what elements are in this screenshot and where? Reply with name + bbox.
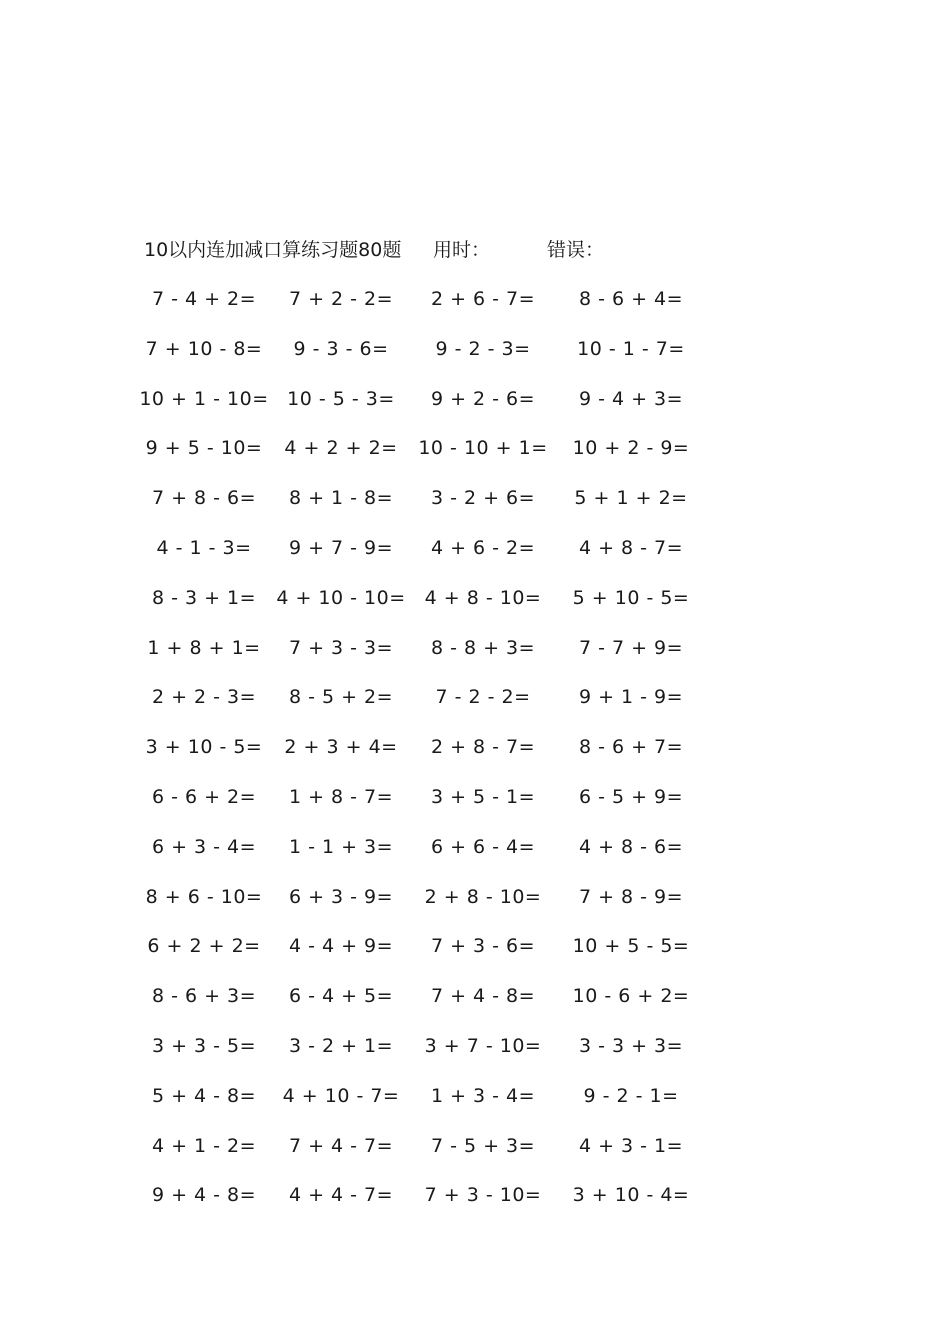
arithmetic-problem: 6 - 4 + 5= xyxy=(288,985,394,1008)
problem-row xyxy=(0,336,950,386)
problem-row xyxy=(0,1133,950,1183)
problem-row xyxy=(0,983,950,1033)
problem-row xyxy=(0,684,950,734)
problem-row xyxy=(0,784,950,834)
problem-row xyxy=(0,435,950,485)
arithmetic-problem: 10 - 6 + 2= xyxy=(572,985,690,1008)
arithmetic-problem: 7 - 2 - 2= xyxy=(435,686,531,709)
arithmetic-problem: 4 + 8 - 10= xyxy=(424,586,542,609)
arithmetic-problem: 8 - 6 + 3= xyxy=(151,985,257,1008)
problem-row xyxy=(0,1083,950,1133)
arithmetic-problem: 2 + 8 - 7= xyxy=(430,736,536,759)
arithmetic-problem: 2 + 3 + 4= xyxy=(284,736,398,759)
arithmetic-problem: 4 + 6 - 2= xyxy=(430,536,536,559)
problem-grid xyxy=(0,286,950,1232)
arithmetic-problem: 9 - 2 - 3= xyxy=(435,337,531,360)
arithmetic-problem: 1 + 8 - 7= xyxy=(288,785,394,808)
arithmetic-problem: 5 + 4 - 8= xyxy=(151,1084,257,1107)
arithmetic-problem: 3 + 3 - 5= xyxy=(151,1034,257,1057)
arithmetic-problem: 9 - 3 - 6= xyxy=(293,337,389,360)
arithmetic-problem: 7 + 4 - 7= xyxy=(288,1134,394,1157)
arithmetic-problem: 4 + 10 - 7= xyxy=(282,1084,400,1107)
arithmetic-problem: 3 + 7 - 10= xyxy=(424,1034,542,1057)
arithmetic-problem: 7 + 4 - 8= xyxy=(430,985,536,1008)
arithmetic-problem: 4 + 10 - 10= xyxy=(276,586,406,609)
time-used-label: 用时： xyxy=(433,239,491,261)
arithmetic-problem: 7 + 10 - 8= xyxy=(145,337,263,360)
arithmetic-problem: 9 + 5 - 10= xyxy=(145,437,263,460)
worksheet-header xyxy=(0,236,950,264)
arithmetic-problem: 6 - 6 + 2= xyxy=(151,785,257,808)
arithmetic-problem: 3 + 10 - 4= xyxy=(572,1184,690,1207)
arithmetic-problem: 3 - 3 + 3= xyxy=(578,1034,684,1057)
arithmetic-problem: 4 + 2 + 2= xyxy=(284,437,398,460)
arithmetic-problem: 4 - 1 - 3= xyxy=(156,536,252,559)
arithmetic-problem: 5 + 1 + 2= xyxy=(574,487,688,510)
arithmetic-problem: 3 - 2 + 6= xyxy=(430,487,536,510)
problem-row xyxy=(0,386,950,436)
problem-row xyxy=(0,1182,950,1232)
arithmetic-problem: 8 + 6 - 10= xyxy=(145,885,263,908)
arithmetic-problem: 9 + 1 - 9= xyxy=(578,686,684,709)
arithmetic-problem: 4 + 8 - 7= xyxy=(578,536,684,559)
arithmetic-problem: 7 + 3 - 6= xyxy=(430,935,536,958)
arithmetic-problem: 4 + 1 - 2= xyxy=(151,1134,257,1157)
arithmetic-problem: 7 + 8 - 9= xyxy=(578,885,684,908)
arithmetic-problem: 8 - 6 + 4= xyxy=(578,288,684,310)
problem-row xyxy=(0,1033,950,1083)
problem-row xyxy=(0,884,950,934)
arithmetic-problem: 7 + 8 - 6= xyxy=(151,487,257,510)
problem-row xyxy=(0,734,950,784)
arithmetic-problem: 4 + 4 - 7= xyxy=(288,1184,394,1207)
worksheet-title: 10以内连加减口算练习题80题 xyxy=(144,239,402,261)
problem-row xyxy=(0,834,950,884)
arithmetic-problem: 7 + 3 - 3= xyxy=(288,636,394,659)
arithmetic-problem: 4 - 4 + 9= xyxy=(288,935,394,958)
arithmetic-problem: 3 + 5 - 1= xyxy=(430,785,536,808)
arithmetic-problem: 5 + 10 - 5= xyxy=(572,586,690,609)
arithmetic-problem: 4 + 8 - 6= xyxy=(578,835,684,858)
arithmetic-problem: 8 + 1 - 8= xyxy=(288,487,394,510)
arithmetic-problem: 8 - 3 + 1= xyxy=(151,586,257,609)
problem-row xyxy=(0,286,950,336)
problem-row xyxy=(0,535,950,585)
arithmetic-problem: 6 + 6 - 4= xyxy=(430,835,536,858)
problem-row xyxy=(0,585,950,635)
arithmetic-problem: 7 - 5 + 3= xyxy=(430,1134,536,1157)
error-count-label: 错误： xyxy=(547,239,605,261)
arithmetic-problem: 9 + 7 - 9= xyxy=(288,536,394,559)
arithmetic-problem: 2 + 2 - 3= xyxy=(151,686,257,709)
arithmetic-problem: 7 + 3 - 10= xyxy=(424,1184,542,1207)
arithmetic-problem: 2 + 6 - 7= xyxy=(430,288,536,310)
arithmetic-problem: 1 + 3 - 4= xyxy=(430,1084,536,1107)
arithmetic-problem: 9 - 2 - 1= xyxy=(583,1084,679,1107)
arithmetic-problem: 10 + 5 - 5= xyxy=(572,935,690,958)
arithmetic-problem: 10 - 5 - 3= xyxy=(287,387,395,410)
arithmetic-problem: 4 + 3 - 1= xyxy=(578,1134,684,1157)
arithmetic-problem: 8 - 5 + 2= xyxy=(288,686,394,709)
arithmetic-problem: 10 - 10 + 1= xyxy=(418,437,548,460)
arithmetic-problem: 9 - 4 + 3= xyxy=(578,387,684,410)
arithmetic-problem: 6 + 2 + 2= xyxy=(147,935,261,958)
arithmetic-problem: 7 + 2 - 2= xyxy=(288,288,394,310)
arithmetic-problem: 7 - 7 + 9= xyxy=(578,636,684,659)
arithmetic-problem: 3 + 10 - 5= xyxy=(145,736,263,759)
arithmetic-problem: 6 - 5 + 9= xyxy=(578,785,684,808)
arithmetic-problem: 1 - 1 + 3= xyxy=(288,835,394,858)
arithmetic-problem: 3 - 2 + 1= xyxy=(288,1034,394,1057)
arithmetic-problem: 10 + 2 - 9= xyxy=(572,437,690,460)
arithmetic-problem: 10 - 1 - 7= xyxy=(577,337,685,360)
arithmetic-problem: 9 + 2 - 6= xyxy=(430,387,536,410)
arithmetic-problem: 10 + 1 - 10= xyxy=(139,387,269,410)
arithmetic-problem: 1 + 8 + 1= xyxy=(147,636,261,659)
arithmetic-problem: 6 + 3 - 4= xyxy=(151,835,257,858)
arithmetic-problem: 2 + 8 - 10= xyxy=(424,885,542,908)
arithmetic-problem: 8 - 6 + 7= xyxy=(578,736,684,759)
arithmetic-problem: 8 - 8 + 3= xyxy=(430,636,536,659)
problem-row xyxy=(0,933,950,983)
arithmetic-problem: 6 + 3 - 9= xyxy=(288,885,394,908)
arithmetic-problem: 7 - 4 + 2= xyxy=(151,288,257,310)
problem-row xyxy=(0,635,950,685)
arithmetic-problem: 9 + 4 - 8= xyxy=(151,1184,257,1207)
problem-row xyxy=(0,485,950,535)
